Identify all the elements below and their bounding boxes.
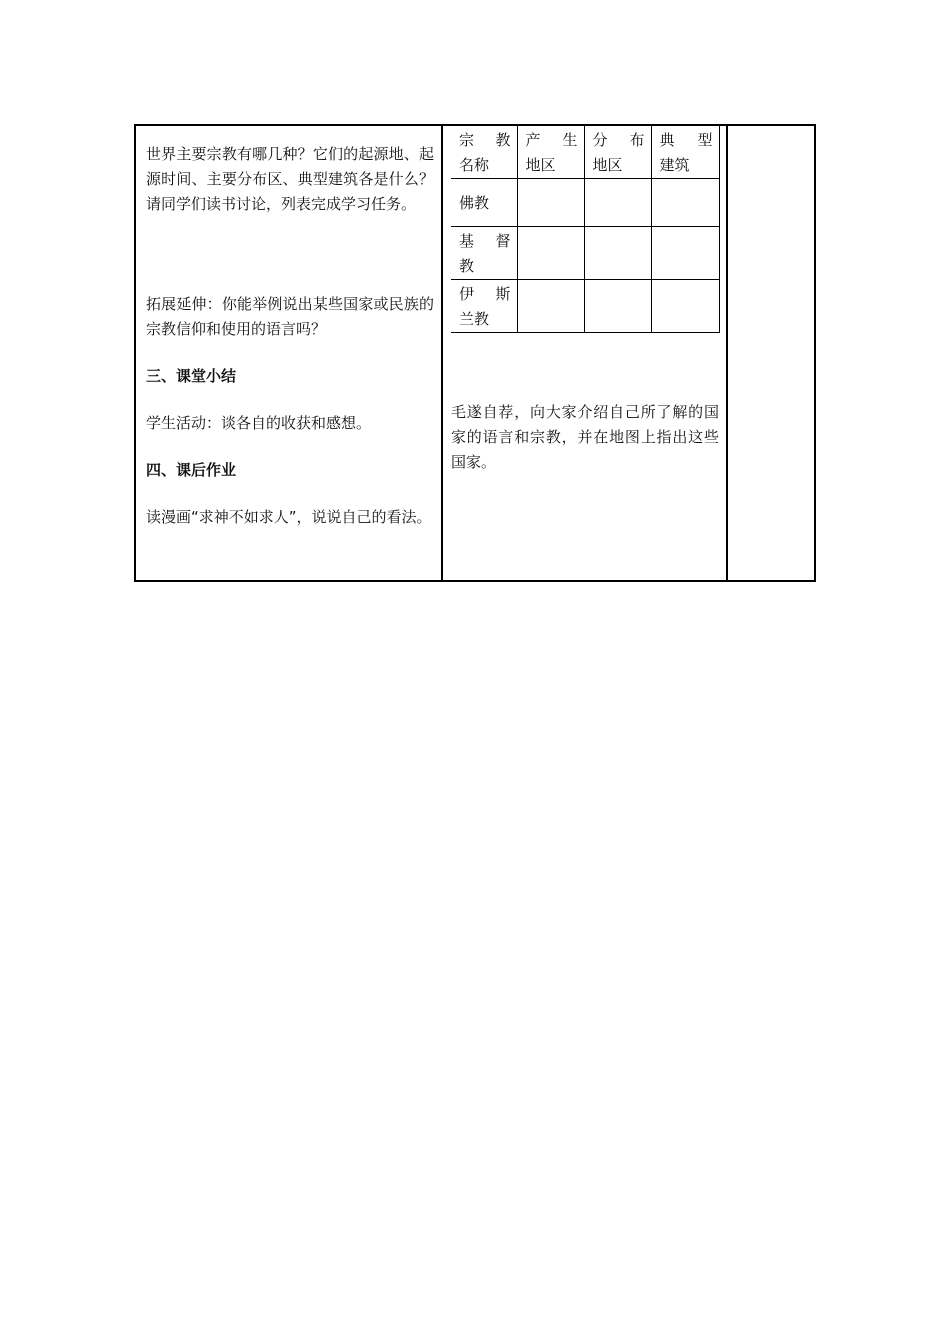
question-paragraph: 世界主要宗教有哪几种？它们的起源地、起源时间、主要分布区、典型建筑各是什么？请同学们读书讨论，列表完成学习任务。	[146, 145, 434, 213]
column-divider-right	[726, 126, 728, 580]
homework-heading: 四、课后作业	[146, 461, 237, 479]
row-label-islam: 伊 斯 兰教	[451, 280, 517, 333]
empty-cell	[517, 280, 584, 333]
homework-paragraph: 读漫画“求神不如求人”，说说自己的看法。	[146, 508, 432, 526]
table-row	[451, 179, 719, 227]
empty-cell	[651, 179, 719, 227]
header-cell-distribution-region: 分 布 地区	[584, 126, 651, 179]
lesson-plan-table	[134, 124, 816, 582]
religion-table	[451, 126, 720, 333]
row-label-buddhism: 佛教	[451, 179, 517, 227]
student-activity-text: 毛遂自荐，向大家介绍自己所了解的国家的语言和宗教，并在地图上指出这些国家。	[451, 403, 719, 471]
header-cell-religion-name: 宗 教 名称	[451, 126, 517, 179]
header-cell-origin-region: 产 生 地区	[517, 126, 584, 179]
empty-cell	[584, 227, 651, 280]
empty-cell	[517, 179, 584, 227]
empty-cell	[517, 227, 584, 280]
column-divider-left	[441, 126, 443, 580]
empty-cell	[584, 280, 651, 333]
table-row	[451, 227, 719, 280]
empty-cell	[651, 227, 719, 280]
row-label-christianity: 基 督 教	[451, 227, 517, 280]
table-row	[451, 280, 719, 333]
extension-paragraph: 拓展延伸：你能举例说出某些国家或民族的宗教信仰和使用的语言吗？	[146, 295, 434, 338]
empty-cell	[584, 179, 651, 227]
empty-cell	[651, 280, 719, 333]
summary-heading: 三、课堂小结	[146, 367, 237, 385]
header-cell-typical-architecture: 典 型 建筑	[651, 126, 719, 179]
summary-paragraph: 学生活动：谈各自的收获和感想。	[146, 414, 372, 432]
religion-table-header-row	[451, 126, 719, 179]
teacher-activity-column	[146, 142, 434, 530]
